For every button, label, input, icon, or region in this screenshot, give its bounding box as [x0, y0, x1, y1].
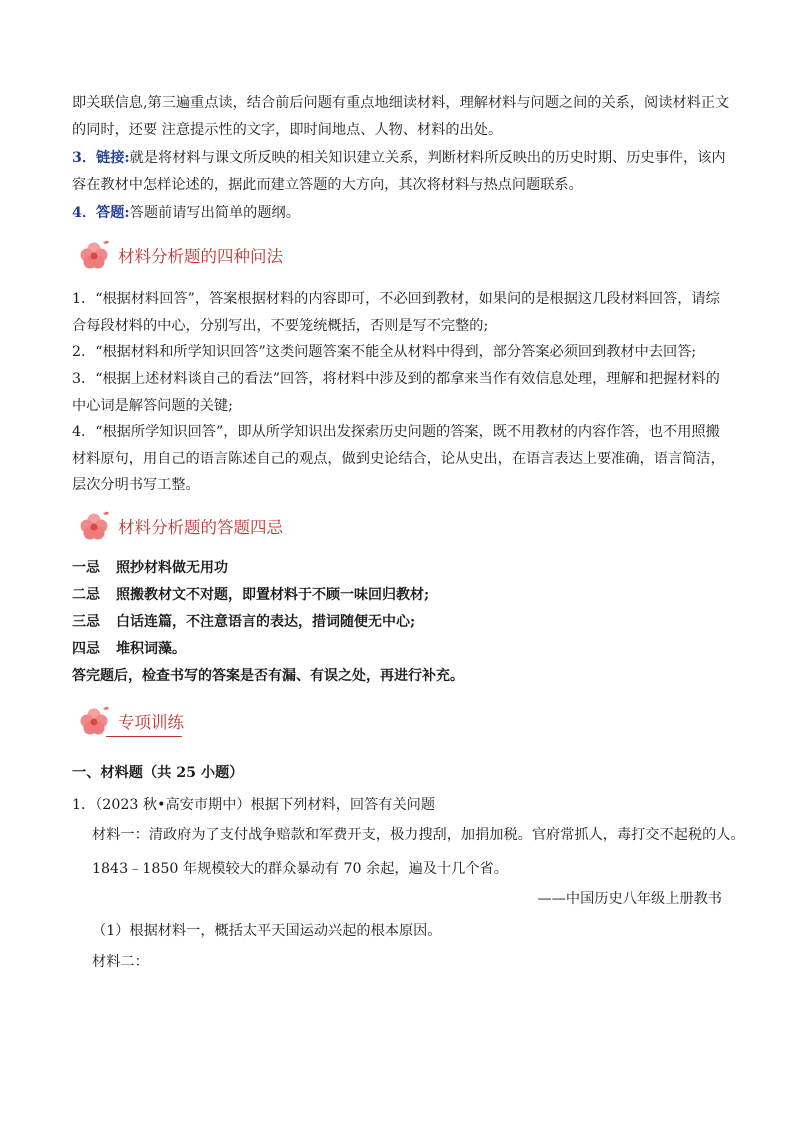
- taboo-text: 照搬教材文不对题，即置材料于不顾一味回归教材;: [116, 587, 430, 603]
- taboo-text: 堆积词藻。: [116, 641, 186, 657]
- step-4-text: 答题前请写出简单的题纲。: [129, 205, 300, 221]
- taboo-4: [72, 636, 186, 662]
- check-note: 答完题后，检查书写的答案是否有漏、有误之处，再进行补充。: [72, 668, 464, 684]
- method-item-1: 1．“根据材料回答”，答案根据材料的内容即可，不必回到教材，如果问的是根据这几段材料回答，请综合每段材料的中心，分别写出，不要笼统概括，否则是写不完整的;: [72, 291, 720, 334]
- taboo-3: [72, 609, 415, 635]
- method-item-4: 4．“根据所学知识回答”，即从所学知识出发探索历史问题的答案，既不用教材的内容作答，也不用照搬材料原句，用自己的语言陈述自己的观点，做到史论结合，论从史出，在语言表达上要准确，语言简洁，层次分明书写工整。: [72, 424, 725, 493]
- part-title: 一、材料题（共 25 小题）: [72, 765, 244, 781]
- taboo-key: 三忌: [72, 614, 100, 630]
- title-underline: [106, 736, 182, 737]
- taboo-2: [72, 582, 429, 608]
- method-item-2: 2．“根据材料和所学知识回答”这类问题答案不能全从材料中得到，部分答案必须回到教材中去回答;: [72, 344, 697, 360]
- intro-line-1: 即关联信息,第三遍重点读，结合前后问题有重点地细读材料，理解材料与问题之间的关系，阅读材料正文: [72, 95, 730, 111]
- taboo-text: 照抄材料做无用功: [116, 560, 228, 576]
- material-source: ——中国历史八年级上册教书: [537, 891, 722, 907]
- flower-icon: [76, 703, 112, 739]
- section-title: 材料分析题的四种问法: [118, 247, 283, 266]
- step-3-label: 3．链接:: [72, 150, 130, 166]
- intro-line-2: 的同时，还要 注意提示性的文字，即时间地点、人物、材料的出处。: [72, 122, 503, 138]
- flower-icon: [76, 508, 112, 544]
- step-4: [72, 200, 727, 227]
- taboo-key: 四忌: [72, 641, 100, 657]
- material-2-label: 材料二：: [92, 954, 149, 970]
- step-4-label: 4．答题:: [72, 205, 130, 221]
- step-3-text: 就是将材料与课文所反映的相关知识建立关系，判断材料所反映出的历史时期、历史事件，该内容在教材中怎样论述的，据此而建立答题的大方向，其次将材料与热点问题联系。: [72, 150, 726, 193]
- section-title: 专项训练: [118, 713, 184, 732]
- step-3: [72, 145, 727, 198]
- section-title: 材料分析题的答题四忌: [118, 518, 283, 537]
- taboo-key: 二忌: [72, 587, 100, 603]
- taboo-key: 一忌: [72, 560, 100, 576]
- taboo-1: [72, 555, 228, 581]
- material-1-line-2: 1843﹣1850 年规模较大的群众暴动有 70 余起，遍及十几个省。: [92, 861, 508, 877]
- material-1-line-1: 材料一：清政府为了支付战争赔款和军费开支，极力搜刮，加捐加税。官府常抓人，毒打交不起税的人。: [92, 827, 745, 843]
- flower-icon: [76, 237, 112, 273]
- question-stem: 1．（2023 秋•高安市期中）根据下列材料，回答有关问题: [72, 797, 436, 813]
- sub-question-1: （1）根据材料一，概括太平天国运动兴起的根本原因。: [92, 923, 442, 939]
- method-item-3: 3．“根据上述材料谈自己的看法”回答，将材料中涉及到的都拿来当作有效信息处理，理解和把握材料的中心词是解答问题的关键;: [72, 371, 720, 414]
- taboo-text: 白话连篇，不注意语言的表达，措词随便无中心;: [116, 614, 416, 630]
